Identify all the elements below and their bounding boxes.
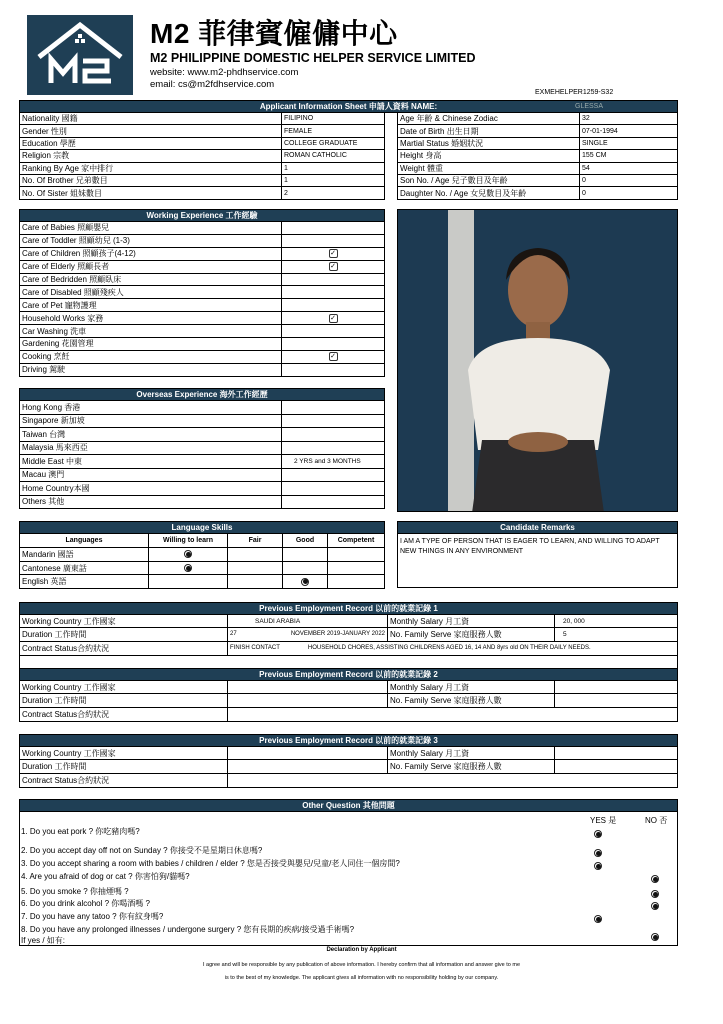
info-label: Date of Birth 出生日期 <box>400 126 479 136</box>
work-experience-row <box>20 338 384 351</box>
applicant-right-table <box>397 113 678 200</box>
answer-no-radio-icon <box>651 933 659 941</box>
candidate-remarks: I AM A TYPE OF PERSON THAT IS EAGER TO LEARN, AND WILLING TO ADAPT NEW THINGS IN ANY ENVIRONMENT <box>397 534 678 588</box>
language-column-header: Willing to learn <box>148 534 227 547</box>
reference-code: EXMEHELPER1259-S32 <box>535 89 614 96</box>
employment-record-table <box>19 681 678 722</box>
question-text: 5. Do you smoke ? 你抽煙嗎 ? <box>21 887 129 896</box>
work-experience-row <box>20 222 384 235</box>
applicant-left-table <box>19 113 385 200</box>
email-link[interactable]: email: cs@m2fdhservice.com <box>150 79 275 90</box>
info-label: Height 身高 <box>400 151 442 161</box>
info-row <box>398 187 677 199</box>
overseas-duration <box>281 415 384 428</box>
country-label: Working Country 工作國家 <box>22 748 116 758</box>
work-experience-label: Care of Disabled 照顧殘疾人 <box>22 287 124 297</box>
info-value: 07-01-1994 <box>579 125 677 136</box>
language-skills-table <box>19 534 385 589</box>
language-level-cell <box>148 548 227 561</box>
employment-row <box>20 615 677 628</box>
country-value <box>227 747 387 759</box>
info-value: 2 <box>281 187 384 198</box>
info-label: Ranking By Age 家中排行 <box>22 163 114 173</box>
language-level-cell <box>282 562 327 575</box>
language-level-cell <box>282 548 327 561</box>
overseas-row <box>20 415 384 429</box>
language-column-header: Languages <box>65 537 103 544</box>
question-text: 8. Do you have any prolonged illnesses / undergone surgery ? 您有長期的疾病/接受過手術嗎? <box>21 925 355 934</box>
info-label: No. Of Brother 兄弟數目 <box>22 176 108 186</box>
work-experience-label: Care of Children 照顧孩子(4-12) <box>22 249 136 259</box>
info-label: Daughter No. / Age 女兒數目及年齡 <box>400 188 527 198</box>
info-label: Gender 性別 <box>22 126 67 136</box>
info-row <box>398 150 677 162</box>
work-experience-row <box>20 286 384 299</box>
duration-cell <box>227 760 387 772</box>
work-experience-row <box>20 351 384 364</box>
salary-value: 20, 000 <box>554 615 677 627</box>
country-label: Working Country 工作國家 <box>22 682 116 692</box>
work-experience-label: Driving 駕駛 <box>22 365 66 375</box>
country-label: Working Country 工作國家 <box>22 616 116 626</box>
contract-cell <box>227 708 677 721</box>
work-experience-label: Care of Elderly 照顧長者 <box>22 262 110 272</box>
employment-row <box>20 774 677 788</box>
family-label: No. Family Serve 家庭服務人數 <box>387 760 554 772</box>
info-row <box>398 125 677 137</box>
work-experience-row <box>20 325 384 338</box>
overseas-country: Malaysia 馬來西亞 <box>22 443 88 453</box>
info-value: 54 <box>579 163 677 174</box>
family-value: 5 <box>554 628 677 640</box>
overseas-duration <box>281 496 384 509</box>
work-experience-label: Cooking 烹飪 <box>22 352 70 362</box>
family-value <box>554 760 677 772</box>
info-value: 155 CM <box>579 150 677 161</box>
country-value <box>227 681 387 693</box>
language-level-cell <box>327 562 384 575</box>
work-experience-row <box>20 364 384 377</box>
employment-row <box>20 708 677 722</box>
work-experience-value <box>281 261 384 273</box>
info-label: Age 年齡 & Chinese Zodiac <box>400 114 498 124</box>
work-experience-value <box>281 222 384 234</box>
answer-yes-radio-icon <box>594 849 602 857</box>
employment-row <box>20 760 677 773</box>
work-experience-value <box>281 338 384 350</box>
language-skills-header: Language Skills <box>19 521 385 534</box>
website-link[interactable]: website: www.m2-phdhservice.com <box>150 67 299 78</box>
answer-no-radio-icon <box>651 875 659 883</box>
info-row <box>398 138 677 150</box>
duration-cell <box>227 628 387 640</box>
info-value: FILIPINO <box>281 113 384 124</box>
family-label: No. Family Serve 家庭服務人數 <box>387 628 554 640</box>
info-value: ROMAN CATHOLIC <box>281 150 384 161</box>
employment-row <box>20 642 677 656</box>
language-row <box>20 575 384 589</box>
checkbox-checked-icon: ✓ <box>330 250 336 258</box>
radio-selected-icon <box>184 550 192 558</box>
language-level-cell <box>327 548 384 561</box>
work-experience-label: Car Washing 洗車 <box>22 326 87 336</box>
overseas-country: Hong Kong 香港 <box>22 402 81 412</box>
work-experience-value <box>281 351 384 363</box>
work-experience-value <box>281 235 384 247</box>
salary-value <box>554 747 677 759</box>
overseas-row <box>20 496 384 510</box>
question-text: 4. Are you afraid of dog or cat ? 你害怕狗/貓嗎? <box>21 872 190 881</box>
answer-no-radio-icon <box>651 890 659 898</box>
info-label: Education 學歷 <box>22 138 76 148</box>
overseas-row <box>20 428 384 442</box>
applicant-title: Applicant Information Sheet 申請人資料 NAME: <box>259 102 438 111</box>
info-value: 0 <box>579 187 677 198</box>
work-experience-label: Household Works 家務 <box>22 313 104 323</box>
checkbox-checked-icon: ✓ <box>330 263 336 271</box>
salary-label: Monthly Salary 月工資 <box>387 681 554 693</box>
question-text: 6. Do you drink alcohol ? 你喝酒嗎 ? <box>21 899 150 908</box>
overseas-table <box>19 401 385 509</box>
work-experience-value <box>281 312 384 324</box>
applicant-name: GLESSA <box>575 103 604 110</box>
if-yes-label: If yes / 如有: <box>21 936 66 945</box>
contract-label: Contract Status合約狀況 <box>22 775 110 785</box>
info-row <box>20 163 384 175</box>
overseas-duration <box>281 428 384 441</box>
other-questions-header: Other Question 其他問題 <box>19 799 678 812</box>
overseas-header: Overseas Experience 海外工作經歷 <box>19 388 385 401</box>
overseas-row <box>20 469 384 483</box>
duration-cell <box>227 694 387 706</box>
overseas-country: Others 其他 <box>22 497 65 507</box>
work-experience-value <box>281 325 384 337</box>
yes-column-label: YES 是 <box>590 816 617 825</box>
employment-record-table <box>19 615 678 669</box>
overseas-row <box>20 482 384 496</box>
info-row <box>398 175 677 187</box>
duration-label: Duration 工作時間 <box>22 629 87 639</box>
info-value: FEMALE <box>281 125 384 136</box>
info-label: Religion 宗教 <box>22 151 70 161</box>
info-row <box>20 187 384 199</box>
info-label: Weight 體重 <box>400 163 443 173</box>
duration-value: NOVEMBER 2019-JANUARY 2022 <box>290 631 385 638</box>
job-duties: HOUSEHOLD CHORES, ASSISTING CHILDRENS AGED 16, 14 AND 8yrs old ON THEIR DAILY NEEDS. <box>307 645 591 652</box>
employment-spacer-row <box>20 656 677 669</box>
language-column-header: Good <box>282 534 327 547</box>
work-experience-label: Care of Toddler 照顧幼兒 (1-3) <box>22 236 130 246</box>
overseas-country: Taiwan 台灣 <box>22 429 66 439</box>
overseas-country: Macau 澳門 <box>22 470 65 480</box>
question-text: 3. Do you accept sharing a room with babies / children / elder ? 您是否接受與嬰兒/兒童/老人同住一個房間? <box>21 859 400 868</box>
language-level-cell <box>148 562 227 575</box>
overseas-row <box>20 455 384 469</box>
employment-row <box>20 681 677 694</box>
checkbox-checked-icon: ✓ <box>330 353 336 361</box>
info-row <box>20 150 384 162</box>
contract-label: Contract Status合約狀況 <box>22 643 110 653</box>
language-level-cell <box>282 575 327 588</box>
info-row <box>20 125 384 137</box>
contract-cell <box>227 774 677 787</box>
overseas-duration <box>281 442 384 455</box>
remarks-header: Candidate Remarks <box>397 521 678 534</box>
info-label: Nationality 國籍 <box>22 114 78 124</box>
overseas-country: Middle East 中東 <box>22 456 83 466</box>
employment-record-header: Previous Employment Record 以前的就業記錄 1 <box>19 602 678 615</box>
declaration-line-1: I agree and will be responsible by any publication of above information. I hereby confirm that all information and answer give to me <box>202 962 521 968</box>
duration-label: Duration 工作時間 <box>22 695 87 705</box>
salary-label: Monthly Salary 月工資 <box>387 615 554 627</box>
work-experience-value <box>281 299 384 311</box>
info-row <box>398 163 677 175</box>
work-experience-table <box>19 222 385 377</box>
country-value: SAUDI ARABIA <box>227 615 387 627</box>
family-value <box>554 694 677 706</box>
duration-label: Duration 工作時間 <box>22 761 87 771</box>
employment-record-table <box>19 747 678 788</box>
language-row <box>20 548 384 562</box>
employment-row <box>20 747 677 760</box>
language-name: Mandarin 國語 <box>22 549 74 559</box>
contract-value: FINISH CONTACT <box>230 645 280 652</box>
work-experience-label: Gardening 花園管理 <box>22 339 94 349</box>
overseas-duration <box>281 469 384 482</box>
work-experience-label: Care of Bedridden 照顧臥床 <box>22 275 122 284</box>
contract-label: Contract Status合約狀況 <box>22 709 110 719</box>
overseas-row <box>20 442 384 456</box>
info-row <box>20 175 384 187</box>
language-level-cell <box>227 562 282 575</box>
salary-value <box>554 681 677 693</box>
language-column-header: Fair <box>227 534 282 547</box>
info-value: COLLEGE GRADUATE <box>281 138 384 149</box>
no-column-label: NO 否 <box>645 816 668 825</box>
language-level-cell <box>327 575 384 588</box>
info-value: 32 <box>579 113 677 124</box>
overseas-country: Singapore 新加坡 <box>22 416 85 426</box>
work-experience-value <box>281 286 384 298</box>
info-label: Son No. / Age 兒子數目及年齡 <box>400 176 508 186</box>
info-label: No. Of Sister 姐妹數目 <box>22 188 103 198</box>
company-subtitle: M2 PHILIPPINE DOMESTIC HELPER SERVICE LIMITED <box>150 51 476 65</box>
duration-day: 27 <box>230 631 237 638</box>
work-experience-label: Care of Babies 照顧嬰兒 <box>22 223 110 233</box>
employment-record-header: Previous Employment Record 以前的就業記錄 2 <box>19 668 678 681</box>
contract-cell <box>227 642 677 655</box>
info-value: 1 <box>281 175 384 186</box>
family-label: No. Family Serve 家庭服務人數 <box>387 694 554 706</box>
work-experience-value <box>281 274 384 286</box>
employment-row <box>20 694 677 707</box>
info-value: 1 <box>281 163 384 174</box>
answer-yes-radio-icon <box>594 830 602 838</box>
info-label: Martial Status 婚姻狀況 <box>400 138 484 148</box>
work-experience-value <box>281 248 384 260</box>
language-level-cell <box>148 575 227 588</box>
question-text: 7. Do you have any tatoo ? 你有紋身嗎? <box>21 912 164 921</box>
declaration-line-2: is to the best of my knowledge. The applicant gives all information with no responsibility holding by our company. <box>224 975 499 981</box>
language-row <box>20 562 384 576</box>
overseas-row <box>20 401 384 415</box>
language-name: English 英語 <box>22 577 67 587</box>
work-experience-row <box>20 261 384 274</box>
work-experience-row <box>20 299 384 312</box>
company-title: M2 菲律賓僱傭中心 <box>150 18 398 49</box>
radio-selected-icon <box>184 564 192 572</box>
answer-yes-radio-icon <box>594 915 602 923</box>
info-value: 0 <box>579 175 677 186</box>
work-experience-row <box>20 248 384 261</box>
answer-no-radio-icon <box>651 902 659 910</box>
overseas-duration: 2 YRS and 3 MONTHS <box>281 455 384 468</box>
language-level-cell <box>227 575 282 588</box>
overseas-duration <box>281 401 384 414</box>
checkbox-checked-icon: ✓ <box>330 314 336 322</box>
language-column-header: Competent <box>327 534 384 547</box>
salary-label: Monthly Salary 月工資 <box>387 747 554 759</box>
language-level-cell <box>227 548 282 561</box>
work-experience-row <box>20 312 384 325</box>
employment-row <box>20 628 677 641</box>
info-row <box>20 113 384 125</box>
work-experience-label: Care of Pet 寵物護理 <box>22 300 97 310</box>
work-experience-row <box>20 235 384 248</box>
declaration-title: Declaration by Applicant <box>326 947 397 953</box>
question-text: 1. Do you eat pork ? 你吃豬肉嗎? <box>21 827 140 836</box>
overseas-country: Home Country本國 <box>22 483 90 493</box>
company-logo <box>27 15 133 95</box>
answer-yes-radio-icon <box>594 862 602 870</box>
employment-record-header: Previous Employment Record 以前的就業記錄 3 <box>19 734 678 747</box>
applicant-photo <box>397 209 678 512</box>
language-name: Cantonese 廣東話 <box>22 563 87 573</box>
question-text: 2. Do you accept day off not on Sunday ? 你接受不是星期日休息嗎? <box>21 846 263 855</box>
overseas-duration <box>281 482 384 495</box>
info-row <box>398 113 677 125</box>
info-value: SINGLE <box>579 138 677 149</box>
work-experience-row <box>20 274 384 287</box>
applicant-header <box>19 100 678 113</box>
language-header-row <box>20 534 384 548</box>
info-row <box>20 138 384 150</box>
radio-selected-icon <box>301 578 309 586</box>
work-experience-header: Working Experience 工作經驗 <box>19 209 385 222</box>
work-experience-value <box>281 364 384 376</box>
